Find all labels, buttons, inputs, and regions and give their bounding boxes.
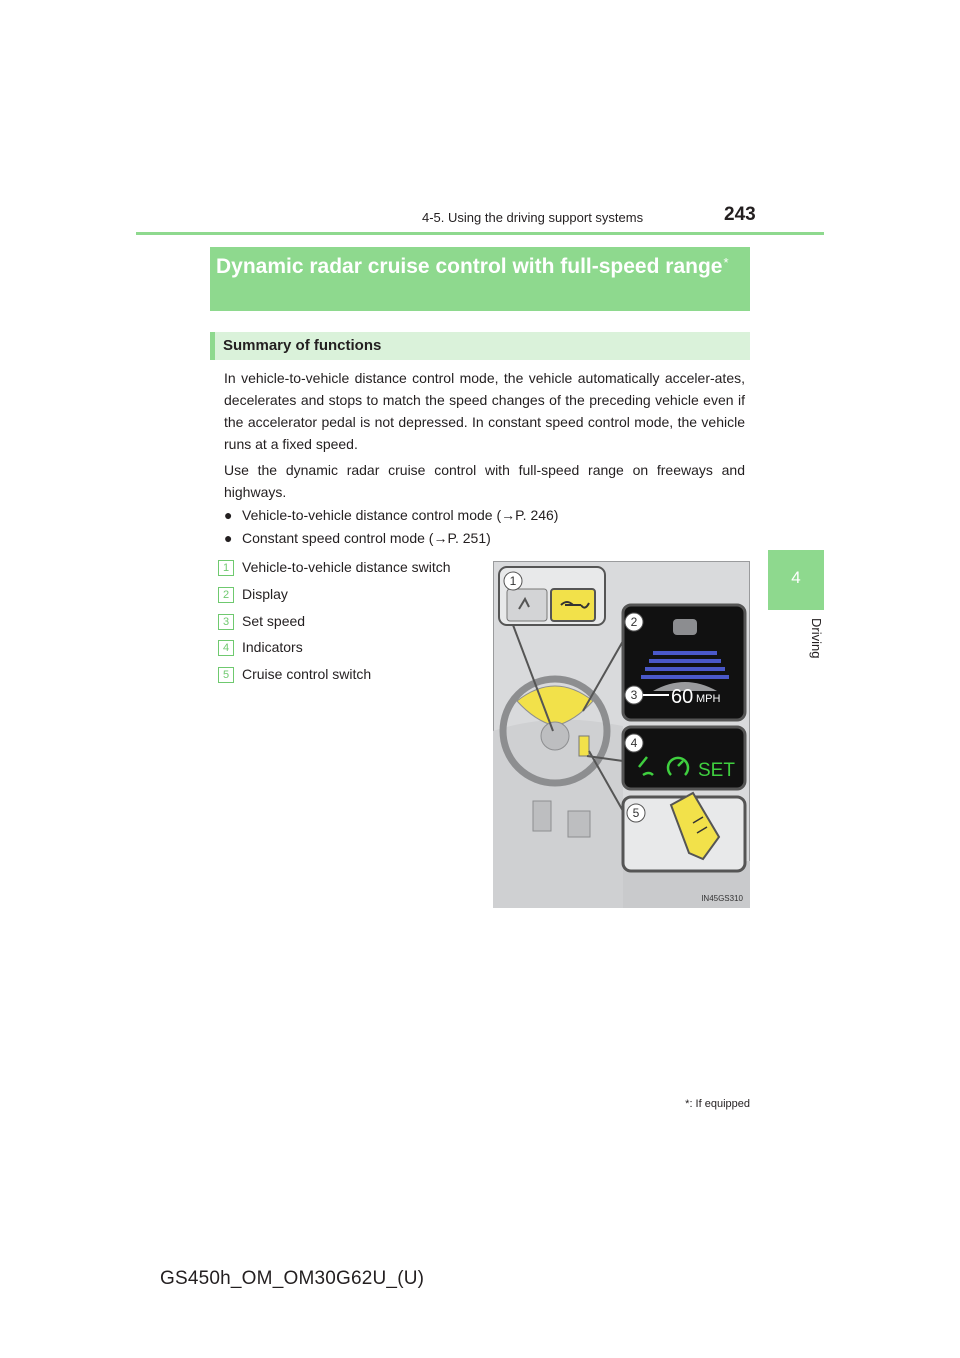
legend-item	[218, 584, 288, 604]
set-speed-value: 60	[671, 686, 694, 708]
title-asterisk: *	[723, 254, 729, 270]
legend-item	[218, 557, 451, 577]
wheel-hub	[541, 722, 569, 750]
bullet-dot: ●	[224, 530, 233, 546]
callout-number: 2	[630, 615, 638, 629]
legend-label: Indicators	[242, 639, 303, 655]
footnote-symbol: *	[685, 1098, 690, 1110]
paragraph-usage: Use the dynamic radar cruise control with full-speed range on freeways and highways.	[224, 462, 745, 500]
legend-number: 2	[218, 587, 234, 603]
chapter-label	[768, 618, 824, 678]
legend-label: Set speed	[242, 613, 306, 629]
bullet-item	[224, 527, 491, 549]
legend-number: 1	[218, 560, 234, 576]
footnote-text: : If equipped	[689, 1098, 750, 1110]
bullet-dot: ●	[224, 507, 233, 523]
legend-number: 4	[218, 640, 234, 656]
bullet-item	[224, 504, 558, 526]
chapter-number: 4	[791, 568, 801, 587]
bullet-link-text[interactable]: Vehicle-to-vehicle distance control mode (→P. 246)	[242, 507, 559, 523]
legend-label: Display	[242, 586, 288, 602]
document-code: GS450h_OM_OM30G62U_(U)	[160, 1268, 425, 1289]
paragraph-intro: In vehicle-to-vehicle distance control mode, the vehicle automatically acceler-ates, decelerates and stops to match the speed changes of the preceding vehicle even if the accelerator pedal is not depressed. In constant speed control mode, the vehicle runs at a fixed speed.	[224, 370, 745, 452]
callout-number: 3	[630, 688, 638, 702]
chapter-label-text: Driving	[809, 618, 824, 659]
legend-label: Cruise control switch	[242, 666, 372, 682]
legend-label: Vehicle-to-vehicle distance switch	[242, 559, 451, 575]
pedal-shape	[568, 811, 590, 837]
legend-number: 5	[218, 667, 234, 683]
section-title-box	[210, 247, 750, 311]
legend-item	[218, 664, 371, 684]
callout-number: 1	[509, 574, 517, 588]
set-speed-unit: MPH	[696, 693, 721, 705]
header-section-title: 4-5. Using the driving support systems	[422, 210, 644, 225]
figure-code: IN45GS310	[701, 894, 743, 903]
section-title: Dynamic radar cruise control with full-speed range	[216, 255, 723, 278]
cruise-control-illustration	[493, 561, 750, 908]
page-number: 243	[724, 204, 756, 225]
set-indicator-text: SET	[698, 760, 735, 781]
lever-highlight	[579, 736, 589, 756]
legend-item	[218, 637, 303, 657]
callout-number: 5	[632, 806, 640, 820]
legend-item	[218, 611, 305, 631]
preceding-vehicle-icon	[673, 619, 697, 635]
pedal-shape	[533, 801, 551, 831]
callout-number: 4	[630, 736, 638, 750]
footnote	[620, 1098, 750, 1110]
subsection-title: Summary of functions	[210, 332, 750, 360]
bullet-link-text[interactable]: Constant speed control mode (→P. 251)	[242, 530, 491, 546]
header-rule	[136, 232, 824, 235]
legend-number: 3	[218, 614, 234, 630]
